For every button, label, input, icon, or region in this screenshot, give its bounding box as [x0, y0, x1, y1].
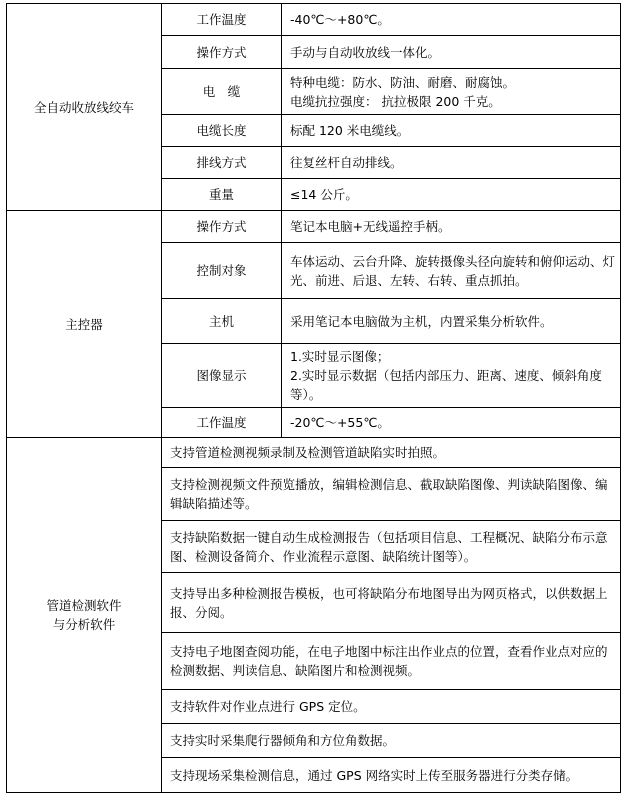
attr-label: 控制对象 [162, 243, 282, 299]
category-winch: 全自动收放线绞车 [7, 4, 162, 211]
attr-value [282, 344, 621, 408]
value-line: 电缆抗拉强度： 抗拉极限 200 千克。 [290, 93, 501, 109]
software-feature: 支持实时采集爬行器倾角和方位角数据。 [162, 724, 621, 758]
attr-value: 笔记本电脑+无线遥控手柄。 [282, 211, 621, 243]
software-feature: 支持检测视频文件预览播放，编辑检测信息、截取缺陷图像、判读缺陷图像、编辑缺陷描述等。 [162, 468, 621, 521]
attr-label: 重量 [162, 179, 282, 211]
table-row [7, 211, 621, 243]
attr-label: 操作方式 [162, 36, 282, 69]
attr-value: 采用笔记本电脑做为主机，内置采集分析软件。 [282, 299, 621, 344]
value-line: 1.实时显示图像； [290, 349, 390, 364]
attr-value [282, 69, 621, 115]
attr-value: 车体运动、云台升降、旋转摄像头径向旋转和俯仰运动、灯光、前进、后退、左转、右转、重点抓拍。 [282, 243, 621, 299]
attr-label: 排线方式 [162, 147, 282, 179]
attr-label: 电缆长度 [162, 115, 282, 147]
attr-value: 往复丝杆自动排线。 [282, 147, 621, 179]
spec-table [6, 3, 621, 793]
attr-label: 电 缆 [162, 69, 282, 115]
attr-value: -40℃～+80℃。 [282, 4, 621, 36]
attr-label: 工作温度 [162, 408, 282, 438]
attr-label: 主机 [162, 299, 282, 344]
software-feature: 支持电子地图查阅功能，在电子地图中标注出作业点的位置，查看作业点对应的检测数据、判读信息、缺陷图片和检测视频。 [162, 633, 621, 690]
software-feature: 支持现场采集检测信息，通过 GPS 网络实时上传至服务器进行分类存储。 [162, 758, 621, 793]
attr-value: 标配 120 米电缆线。 [282, 115, 621, 147]
category-line: 管道检测软件 [46, 598, 122, 613]
attr-label: 工作温度 [162, 4, 282, 36]
software-feature: 支持软件对作业点进行 GPS 定位。 [162, 690, 621, 724]
value-line: 特种电缆：防水、防油、耐磨、耐腐蚀。 [290, 74, 516, 90]
value-line: 2.实时显示数据（包括内部压力、距离、速度、倾斜角度等）。 [290, 368, 602, 402]
software-feature: 支持缺陷数据一键自动生成检测报告（包括项目信息、工程概况、缺陷分布示意图、检测设备简介、作业流程示意图、缺陷统计图等）。 [162, 521, 621, 573]
table-row [7, 4, 621, 36]
attr-label: 图像显示 [162, 344, 282, 408]
software-feature: 支持管道检测视频录制及检测管道缺陷实时拍照。 [162, 438, 621, 468]
category-controller: 主控器 [7, 211, 162, 438]
attr-value: 手动与自动收放线一体化。 [282, 36, 621, 69]
attr-value: -20℃～+55℃。 [282, 408, 621, 438]
category-line: 与分析软件 [52, 617, 116, 632]
category-software [7, 438, 162, 793]
software-feature: 支持导出多种检测报告模板，也可将缺陷分布地图导出为网页格式，以供数据上报、分阅。 [162, 573, 621, 633]
attr-value: ≤14 公斤。 [282, 179, 621, 211]
attr-label: 操作方式 [162, 211, 282, 243]
table-row [7, 438, 621, 468]
